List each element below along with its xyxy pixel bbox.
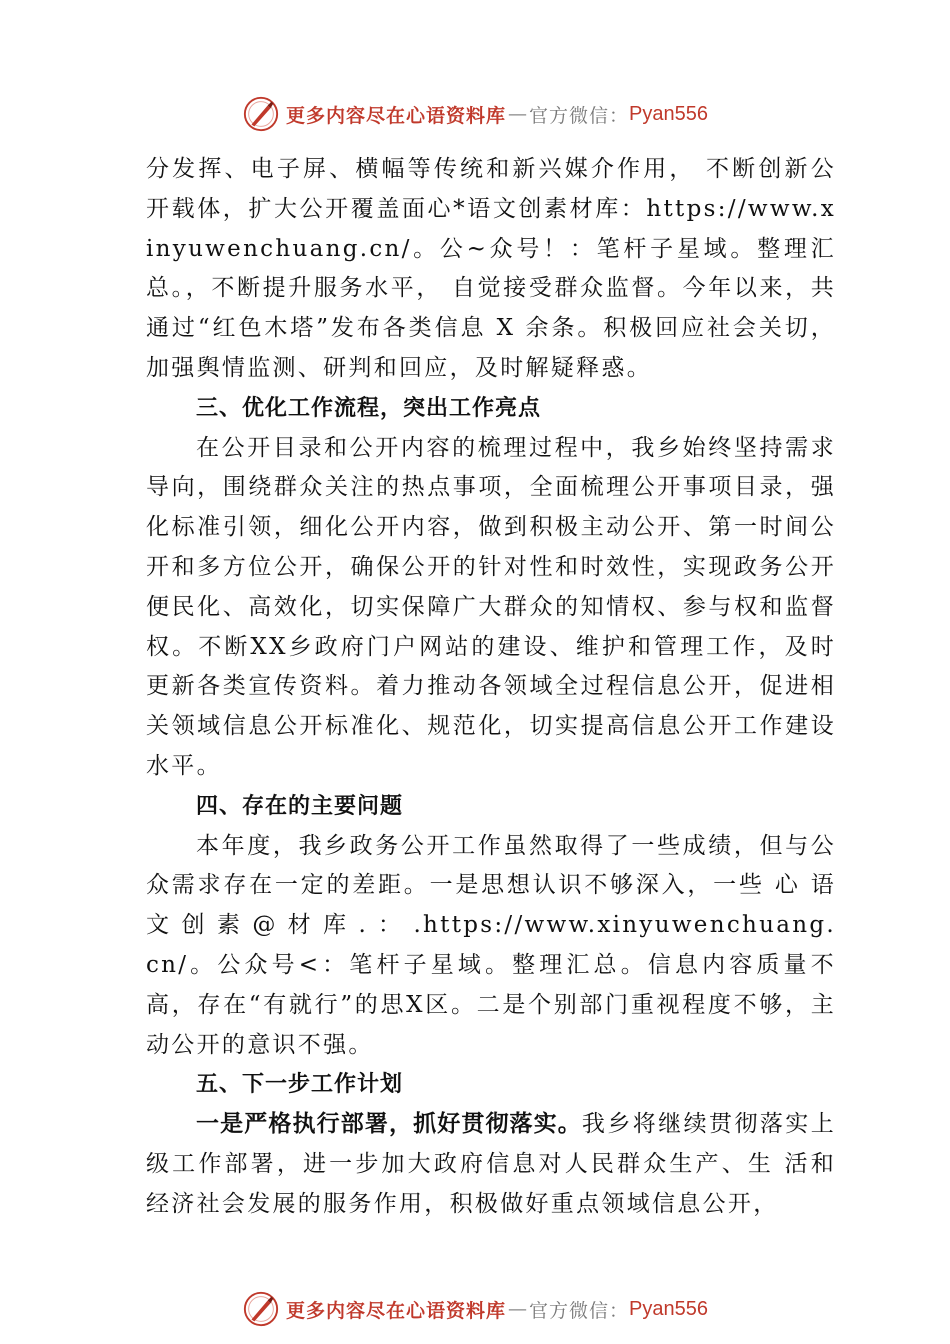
paragraph-media-channels: 分发挥、电子屏、横幅等传统和新兴媒介作用， 不断创新公开载体，扩大公开覆盖面心*语文创素材库：https://www.xinyuwenchuang.cn/。公~众号！：笔杆子星域。整理汇总。，不断提升服务水平， 自觉接受群众监督。今年以来，共通过“红色木塔”发布各类信息 X 余条。积极回应社会关切，加强舆情监测、研判和回应，及时解疑释惑。 bbox=[146, 156, 836, 381]
watermark-dash: — bbox=[508, 1298, 528, 1320]
section-heading-3: 三、优化工作流程，突出工作亮点 bbox=[196, 395, 542, 421]
quill-pen-circle-icon bbox=[242, 1290, 280, 1328]
watermark-label: 官方微信： bbox=[529, 104, 630, 127]
paragraph-next-plan bbox=[146, 1105, 836, 1224]
paragraph-lead-bold: 一是严格执行部署，抓好贯彻落实。 bbox=[196, 1111, 582, 1138]
quill-pen-circle-icon bbox=[242, 95, 280, 133]
paragraph-problems: 本年度，我乡政务公开工作虽然取得了一些成绩，但与公众需求存在一定的差距。一是思想认识不够深入，一些 心 语 文 创 素 @ 材 库 . ： .https://www.xinyuwenchuang.cn/。公众号<：笔杆子星域。整理汇总。信息内容质量不高，存在“有就行”的思X区。二是个别部门重视程度不够，主动公开的意识不强。 bbox=[146, 832, 836, 1058]
watermark-handle: Pyan556 bbox=[629, 1297, 708, 1320]
paragraph-next-plan-text: 我乡将继续贯彻落实上级工作部署，进一步加大政府信息对人民群众生产、生 活和经济社会发展的服务作用，积极做好重点领域信息公开， bbox=[146, 1111, 837, 1217]
section-heading-4: 四、存在的主要问题 bbox=[196, 793, 404, 819]
section-heading-5: 五、下一步工作计划 bbox=[196, 1072, 404, 1098]
document-body bbox=[146, 150, 836, 1225]
watermark-handle: Pyan556 bbox=[629, 102, 708, 125]
watermark-banner-top bbox=[0, 94, 950, 134]
watermark-banner-bottom bbox=[0, 1289, 950, 1329]
watermark-brand: 更多内容尽在心语资料库 bbox=[286, 1299, 507, 1322]
paragraph-workflow: 在公开目录和公开内容的梳理过程中，我乡始终坚持需求导向，围绕群众关注的热点事项，全面梳理公开事项目录，强化标准引领，细化公开内容，做到积极主动公开、第一时间公开和多方位公开，确保公开的针对性和时效性，实现政务公开便民化、高效化，切实保障广大群众的知情权、参与权和监督权。不断XX乡政府门户网站的建设、维护和管理工作，及时更新各类宣传资料。着力推动各领域全过程信息公开，促进相关领域信息公开标准化、规范化，切实提高信息公开工作建设水平。 bbox=[146, 434, 836, 779]
watermark-brand: 更多内容尽在心语资料库 bbox=[286, 104, 507, 127]
watermark-dash: — bbox=[508, 103, 528, 125]
watermark-label: 官方微信： bbox=[529, 1299, 630, 1322]
